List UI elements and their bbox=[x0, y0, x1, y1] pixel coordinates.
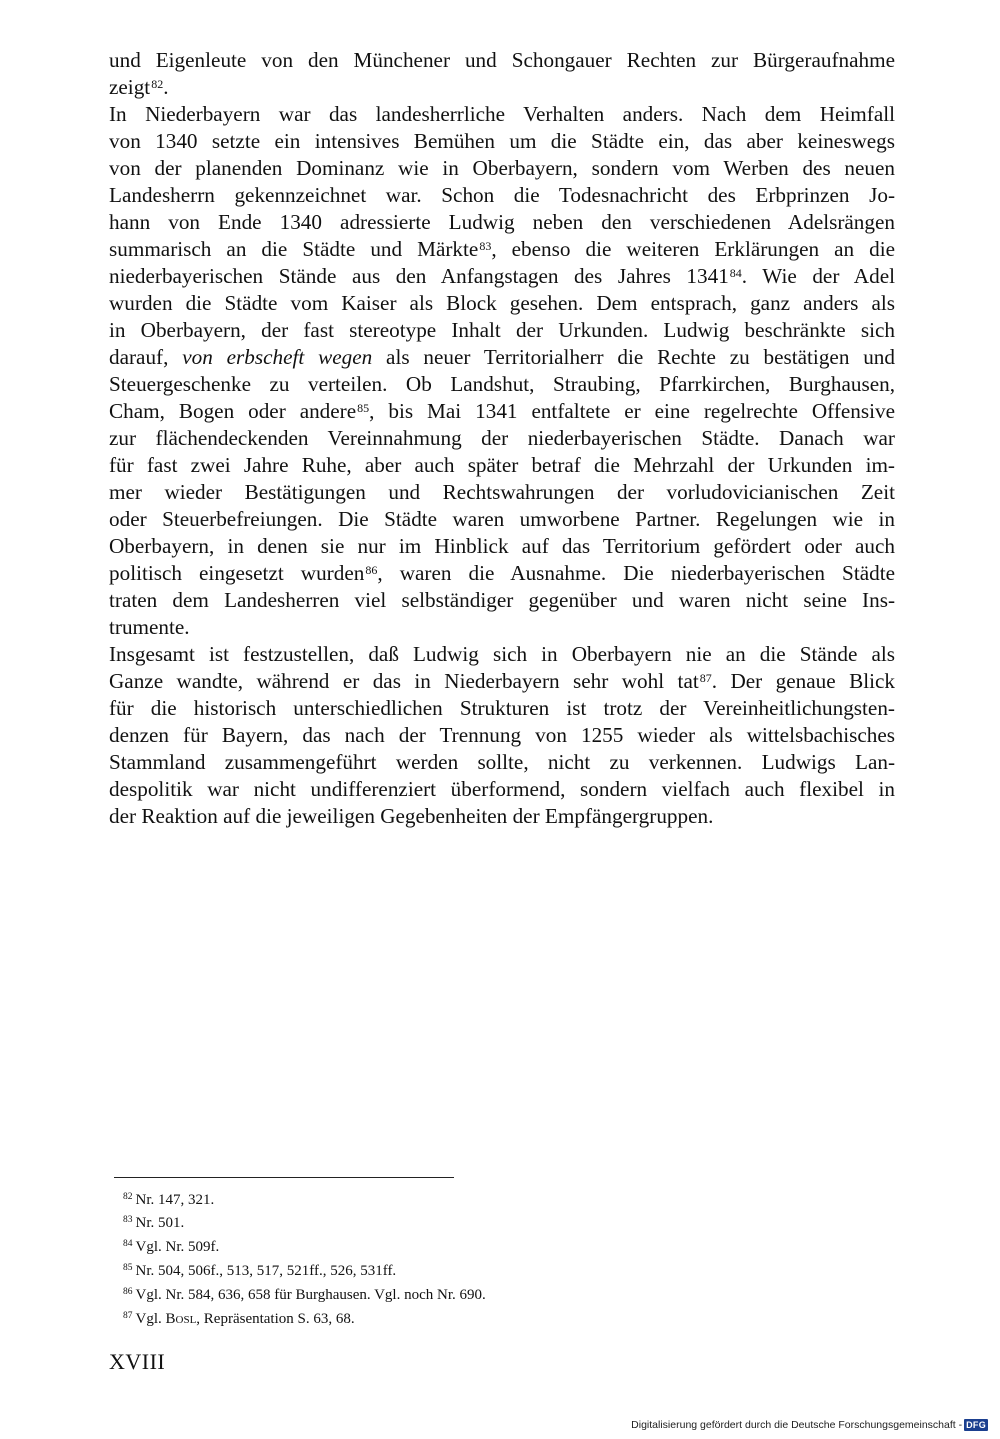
body-line-11: in Oberbayern, der fast stereotype Inhalt der Urkunden. Ludwig beschränkte sich bbox=[109, 318, 895, 342]
body-line-4: von 1340 setzte ein intensives Bemühen um die Städte ein, das aber keineswegs bbox=[109, 129, 895, 153]
body-line-5: von der planenden Dominanz wie in Oberbayern, sondern vom Werben des neuen bbox=[109, 156, 895, 180]
body-line-21: traten dem Landesherren viel selbständiger gegenüber und waren nicht seine Ins- bbox=[109, 588, 895, 612]
body-line-26: denzen für Bayern, das nach der Trennung von 1255 wieder als wittelsbachisches bbox=[109, 723, 895, 747]
body-line-2: zeigt$^{82}$. bbox=[109, 75, 169, 99]
body-line-23: Insgesamt ist festzustellen, daß Ludwig sich in Oberbayern nie an die Stände als bbox=[109, 642, 895, 666]
body-line-9: niederbayerischen Stände aus den Anfangstagen des Jahres 1341$^{84}$. Wie der Adel bbox=[109, 264, 895, 288]
body-line-25: für die historisch unterschiedlichen Strukturen ist trotz der Vereinheitlichungsten- bbox=[109, 696, 895, 720]
body-line-13: Steuergeschenke zu verteilen. Ob Landshut, Straubing, Pfarrkirchen, Burghausen, bbox=[109, 372, 895, 396]
footnote-87: $^{87}$ Vgl. Bosl, Repräsentation S. 63, 68. bbox=[123, 1311, 355, 1327]
body-line-14: Cham, Bogen oder andere$^{85}$, bis Mai 1341 entfaltete er eine regelrechte Offensive bbox=[109, 399, 896, 423]
body-line-3: In Niederbayern war das landesherrliche Verhalten anders. Nach dem Heimfall bbox=[109, 102, 895, 126]
footnote-ref-84[interactable]: 84 bbox=[729, 266, 742, 280]
digitization-note-text: Digitalisierung gefördert durch die Deutsche Forschungsgemeinschaft - bbox=[631, 1419, 963, 1431]
body-line-19: Oberbayern, in denen sie nur im Hinblick auf das Territorium gefördert oder auch bbox=[109, 534, 895, 558]
footnote-85: $^{85}$ Nr. 504, 506f., 513, 517, 521ff., 526, 531ff. bbox=[123, 1263, 397, 1279]
body-line-15: zur flächendeckenden Vereinnahmung der niederbayerischen Städte. Danach war bbox=[109, 426, 895, 450]
body-line-18: oder Steuerbefreiungen. Die Städte waren umworbene Partner. Regelungen wie in bbox=[109, 507, 895, 531]
body-line-22: trumente. bbox=[109, 615, 190, 639]
footnote-82: $^{82}$ Nr. 147, 321. bbox=[123, 1192, 215, 1208]
body-line-10: wurden die Städte vom Kaiser als Block gesehen. Dem entsprach, ganz anders als bbox=[109, 291, 895, 315]
footnote-ref-86[interactable]: 86 bbox=[365, 563, 378, 577]
footnote-ref-85[interactable]: 85 bbox=[357, 401, 370, 415]
digitization-note bbox=[631, 1418, 988, 1432]
body-line-8: summarisch an die Städte und Märkte$^{83}$, ebenso die weiteren Erklärungen an die bbox=[109, 237, 895, 261]
footnote-83: $^{83}$ Nr. 501. bbox=[123, 1215, 185, 1231]
author-name: Bosl bbox=[165, 1311, 197, 1327]
dfg-logo-icon: DFG bbox=[966, 1420, 986, 1430]
body-line-28: despolitik war nicht undifferenziert überformend, sondern vielfach auch flexibel in bbox=[109, 777, 895, 801]
footnote-86: $^{86}$ Vgl. Nr. 584, 636, 658 für Burghausen. Vgl. noch Nr. 690. bbox=[123, 1287, 486, 1303]
body-line-17: mer wieder Bestätigungen und Rechtswahrungen der vorludovicianischen Zeit bbox=[109, 480, 895, 504]
footnote-separator bbox=[114, 1177, 454, 1178]
footnote-ref-87[interactable]: 87 bbox=[699, 671, 712, 685]
page-number: XVIII bbox=[109, 1349, 166, 1374]
body-line-1: und Eigenleute von den Münchener und Schongauer Rechten zur Bürgeraufnahme bbox=[109, 48, 895, 72]
body-line-29: der Reaktion auf die jeweiligen Gegebenheiten der Empfängergruppen. bbox=[109, 804, 714, 828]
body-line-16: für fast zwei Jahre Ruhe, aber auch später betraf die Mehrzahl der Urkunden im- bbox=[109, 453, 895, 477]
footnote-ref-82[interactable]: 82 bbox=[151, 77, 164, 91]
body-line-24: Ganze wandte, während er das in Niederbayern sehr wohl tat$^{87}$. Der genaue Blick bbox=[109, 669, 895, 693]
footnote-ref-83[interactable]: 83 bbox=[479, 239, 492, 253]
body-line-6: Landesherrn gekennzeichnet war. Schon die Todesnachricht des Erbprinzen Jo- bbox=[109, 183, 895, 207]
body-line-20: politisch eingesetzt wurden$^{86}$, waren die Ausnahme. Die niederbayerischen Städte bbox=[109, 561, 895, 585]
body-line-7: hann von Ende 1340 adressierte Ludwig neben den verschiedenen Adelsrängen bbox=[109, 210, 895, 234]
body-line-27: Stammland zusammengeführt werden sollte, nicht zu verkennen. Ludwigs Lan- bbox=[109, 750, 895, 774]
footnote-84: $^{84}$ Vgl. Nr. 509f. bbox=[123, 1239, 220, 1255]
body-line-12: darauf, von erbscheft wegen als neuer Territorialherr die Rechte zu bestätigen und bbox=[109, 345, 895, 369]
italic-quote: von erbscheft wegen bbox=[182, 345, 373, 369]
